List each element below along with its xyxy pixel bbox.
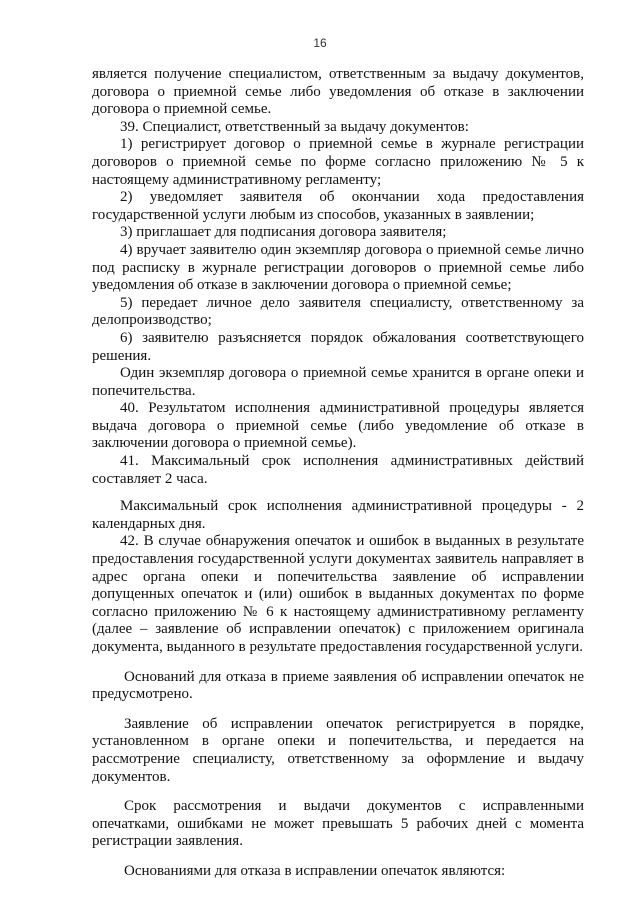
list-item-4: 4) вручает заявителю один экземпляр договора о приемной семье лично под расписку в журнале регистрации договоров о приемной семье либо уведомления об отказе в заключении договора о приемной семье; bbox=[92, 241, 584, 294]
paragraph-continuation: является получение специалистом, ответственным за выдачу документов, договора о приемной семье либо уведомления об отказе в заключении договора о приемной семье. bbox=[92, 66, 584, 118]
list-item-1: 1) регистрирует договор о приемной семье в журнале регистрации договоров о приемной семье по форме согласно приложению № 5 к настоящему административному регламенту; bbox=[92, 136, 584, 188]
page-number: 16 bbox=[313, 36, 327, 50]
paragraph-refusal-grounds: Основаниями для отказа в исправлении опечаток являются: bbox=[124, 862, 506, 879]
paragraph-max-term: Максимальный срок исполнения административной процедуры - 2 календарных дня. bbox=[92, 498, 584, 532]
list-item-2: 2) уведомляет заявителя об окончании хода предоставления государственной услуги любым из способов, указанных в заявлении; bbox=[92, 189, 584, 223]
list-item-6: 6) заявителю разъясняется порядок обжалования соответствующего решения. bbox=[92, 329, 584, 364]
list-item-5: 5) передает личное дело заявителя специалисту, ответственному за делопроизводство; bbox=[92, 294, 584, 329]
paragraph-40: 40. Результатом исполнения административной процедуры является выдача договора о приемной семье (либо уведомление об отказе в заключении договора о приемной семье). bbox=[92, 400, 584, 452]
document-body bbox=[92, 66, 584, 881]
paragraph-39: 39. Специалист, ответственный за выдачу документов: bbox=[120, 118, 469, 135]
list-item-3: 3) приглашает для подписания договора заявителя; bbox=[120, 224, 447, 241]
paragraph-no-refusal: Оснований для отказа в приеме заявления об исправлении опечаток не предусмотрено. bbox=[92, 668, 584, 703]
paragraph-copy-storage: Один экземпляр договора о приемной семье хранится в органе опеки и попечительства. bbox=[92, 365, 584, 399]
paragraph-42: 42. В случае обнаружения опечаток и ошибок в выданных в результате предоставления государственной услуги документах заявитель направляет в адрес органа опеки и попечительства заявление об исправлении допущенных опечаток и (или) ошибок в выданных документах по форме согласно приложению № 6 к настоящему административному регламенту (далее – заявление об исправлении опечаток) с приложением оригинала документа, выданного в результате предоставления государственной услуги. bbox=[92, 533, 584, 655]
paragraph-41: 41. Максимальный срок исполнения административных действий составляет 2 часа. bbox=[92, 453, 584, 487]
paragraph-registration: Заявление об исправлении опечаток регистрируется в порядке, установленном в органе опеки и попечительства, и передается на рассмотрение специалисту, ответственному за оформление и выдачу документов. bbox=[92, 715, 584, 785]
paragraph-review-term: Срок рассмотрения и выдачи документов с исправленными опечатками, ошибками не может превышать 5 рабочих дней с момента регистрации заявления. bbox=[92, 798, 584, 850]
